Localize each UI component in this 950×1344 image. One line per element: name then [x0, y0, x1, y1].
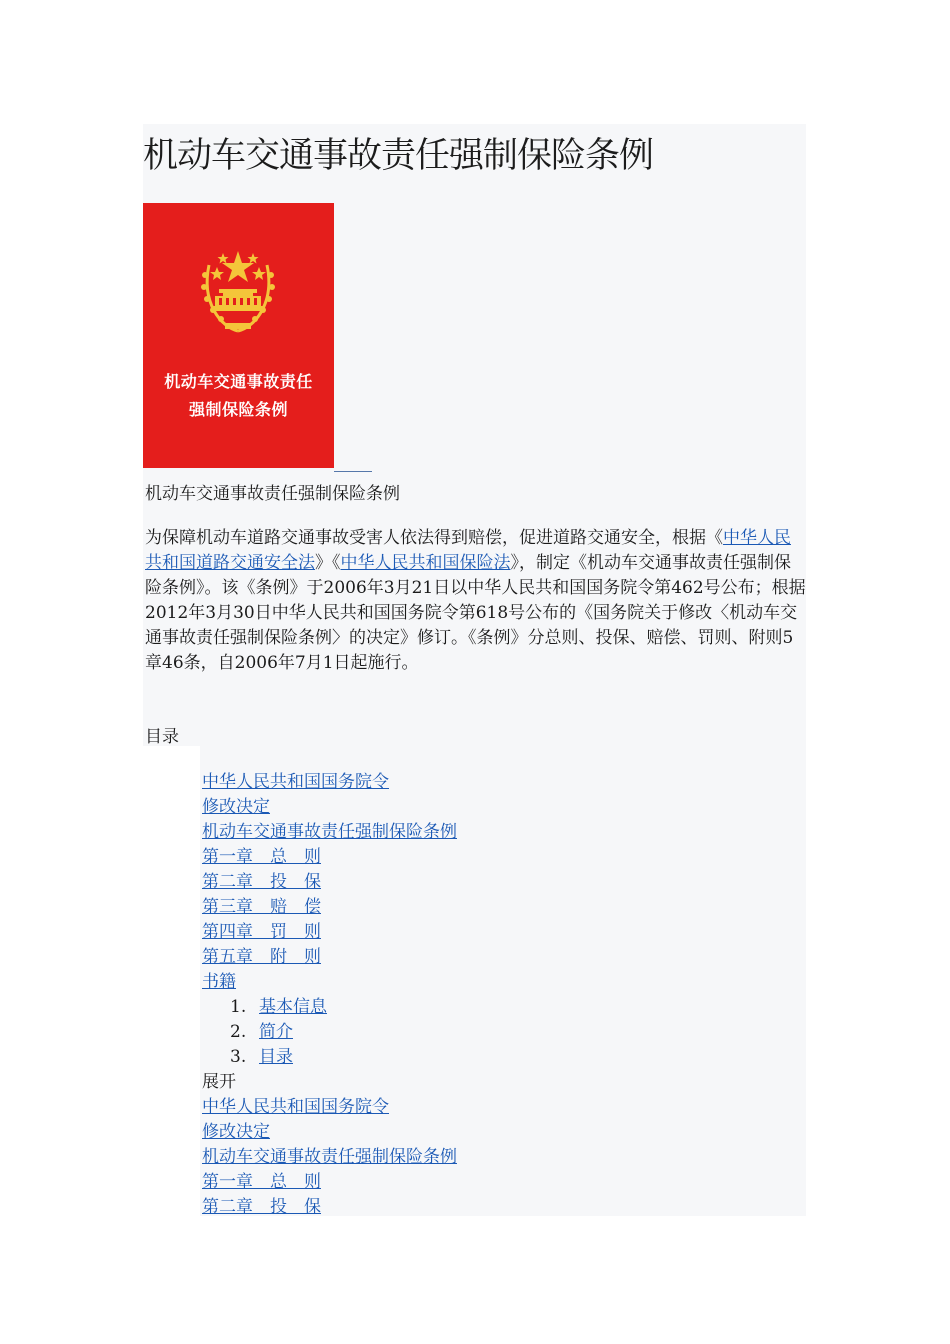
cover-title-line-2: 强制保险条例	[188, 400, 288, 419]
table-of-contents	[202, 770, 457, 1220]
image-link-underline[interactable]	[334, 471, 372, 472]
toc-item	[202, 945, 457, 970]
toc-item	[202, 820, 457, 845]
toc-link-chapter-2[interactable]: 第二章 投 保	[202, 872, 321, 892]
toc-item	[202, 1095, 457, 1120]
image-caption: 机动车交通事故责任强制保险条例	[145, 484, 400, 504]
toc-link-regulation[interactable]: 机动车交通事故责任强制保险条例	[202, 822, 457, 842]
toc-sub-item	[202, 1045, 457, 1070]
toc-sub-item	[202, 995, 457, 1020]
toc-item	[202, 895, 457, 920]
link-insurance-law[interactable]: 中华人民共和国保险法	[340, 553, 511, 573]
link-road-traffic-safety-law[interactable]: 中华人民共和国道路交通安全法	[145, 528, 791, 573]
toc-link-chapter-2-2[interactable]: 第二章 投 保	[202, 1197, 321, 1217]
toc-item	[202, 770, 457, 795]
intro-text-1: 为保障机动车道路交通事故受害人依法得到赔偿，促进道路交通安全，根据《	[145, 528, 723, 548]
toc-link-basic-info[interactable]: 基本信息	[259, 997, 327, 1017]
intro-paragraph	[145, 526, 807, 676]
intro-text-3: 》，制定《机动车交通事故责任强制保险条例》。该《条例》于2006年3月21日以中华人民共和国国务院令第462号公布；根据2012年3月30日中华人民共和国国务院令第618号公布的《国务院关于修改〈机动车交通事故责任强制保险条例〉的决定》修订。《条例》分总则、投保、赔偿、罚则、附则5章46条，自2006年7月1日起施行。	[145, 553, 806, 673]
national-emblem-icon	[143, 203, 334, 468]
page-title: 机动车交通事故责任强制保险条例	[143, 136, 654, 176]
toc-item	[202, 970, 457, 995]
intro-text-2: 》《	[315, 553, 341, 573]
book-cover-image[interactable]	[143, 203, 334, 468]
toc-sub-item	[202, 1020, 457, 1045]
toc-link-contents[interactable]: 目录	[259, 1047, 293, 1067]
toc-link-chapter-3[interactable]: 第三章 赔 偿	[202, 897, 321, 917]
toc-link-state-council-order-2[interactable]: 中华人民共和国国务院令	[202, 1097, 389, 1117]
toc-item	[202, 920, 457, 945]
toc-sub-number: 1.	[230, 997, 247, 1017]
toc-item	[202, 1170, 457, 1195]
toc-link-regulation-2[interactable]: 机动车交通事故责任强制保险条例	[202, 1147, 457, 1167]
toc-link-state-council-order[interactable]: 中华人民共和国国务院令	[202, 772, 389, 792]
toc-link-chapter-1-2[interactable]: 第一章 总 则	[202, 1172, 321, 1192]
toc-item	[202, 1145, 457, 1170]
toc-link-summary[interactable]: 简介	[259, 1022, 293, 1042]
toc-sub-number: 2.	[230, 1022, 247, 1042]
toc-item	[202, 1120, 457, 1145]
toc-link-chapter-5[interactable]: 第五章 附 则	[202, 947, 321, 967]
cover-title-line-1: 机动车交通事故责任	[164, 372, 313, 391]
toc-item	[202, 795, 457, 820]
toc-heading: 目录	[145, 727, 179, 747]
expand-toggle[interactable]: 展开	[202, 1072, 236, 1092]
toc-item	[202, 870, 457, 895]
toc-link-book[interactable]: 书籍	[202, 972, 236, 992]
toc-link-amendment-decision[interactable]: 修改决定	[202, 797, 270, 817]
toc-link-chapter-4[interactable]: 第四章 罚 则	[202, 922, 321, 942]
toc-link-amendment-decision-2[interactable]: 修改决定	[202, 1122, 270, 1142]
toc-sub-number: 3.	[230, 1047, 247, 1067]
toc-link-chapter-1[interactable]: 第一章 总 则	[202, 847, 321, 867]
toc-item	[202, 1195, 457, 1220]
toc-item	[202, 845, 457, 870]
toc-indent-area	[143, 746, 200, 1216]
